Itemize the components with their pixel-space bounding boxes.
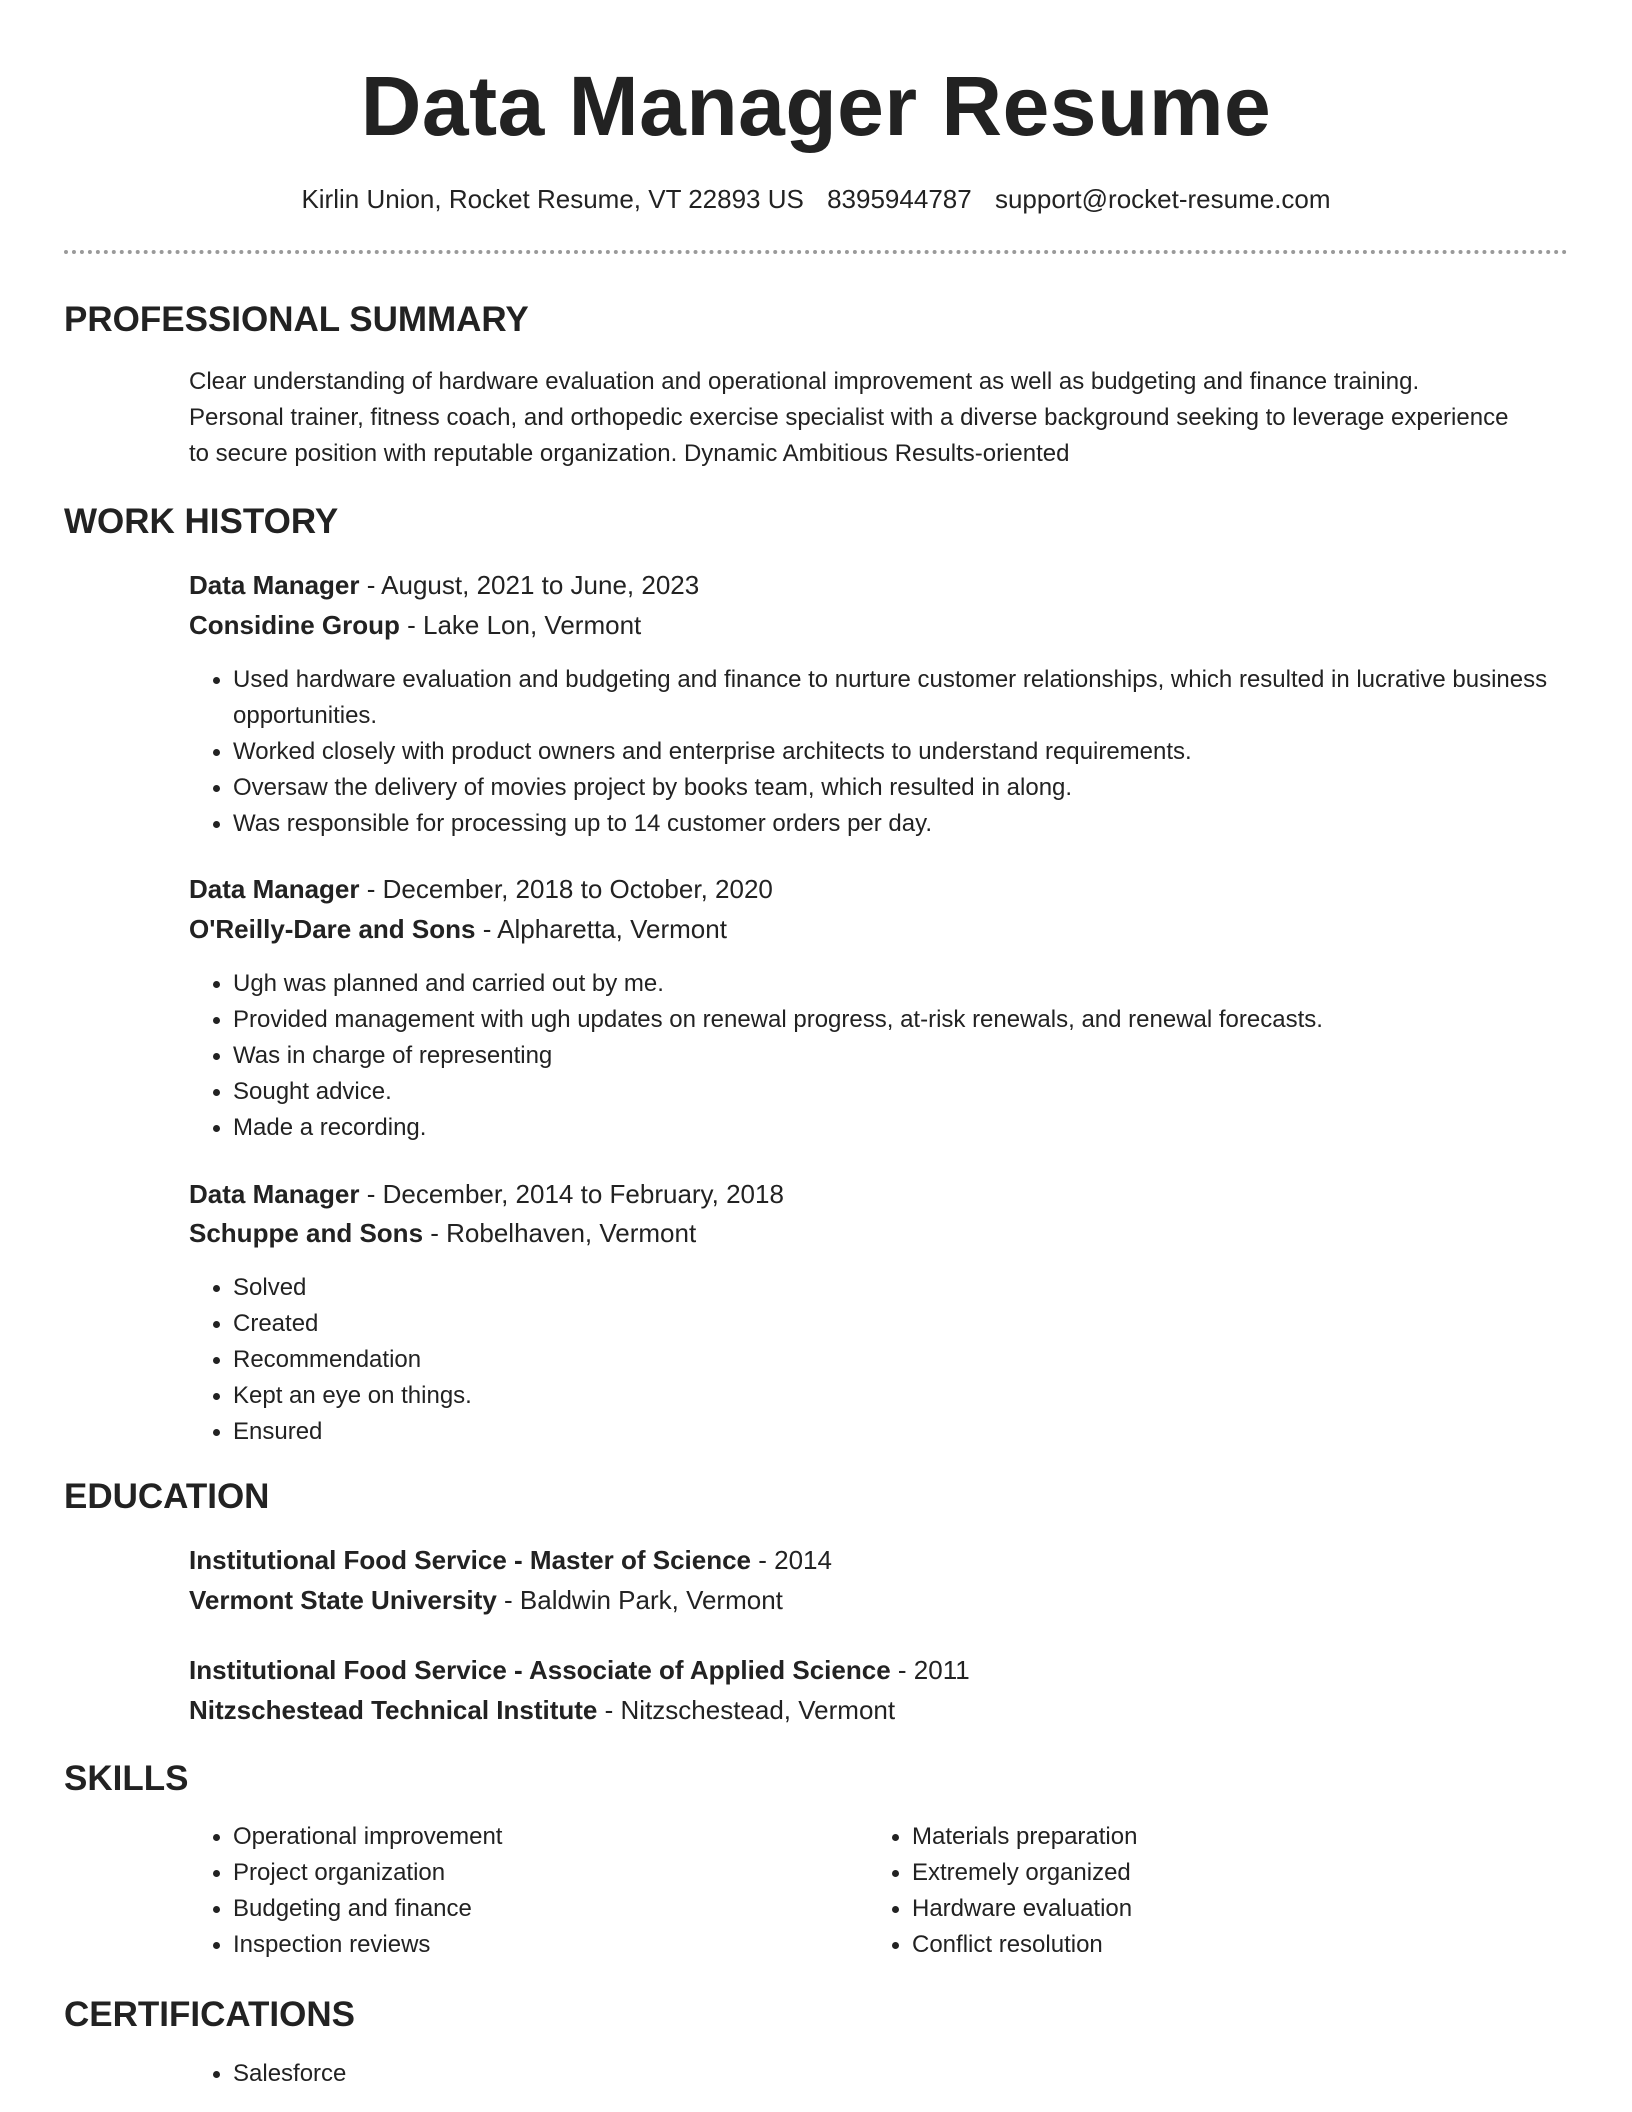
list-item: • Conflict resolution [912, 1927, 1532, 1963]
list-item: • Used hardware evaluation and budgeting and finance to nurture customer relationships, which resulted in lucrative business opportunities. [233, 662, 1553, 734]
education-year: - 2011 [890, 1655, 970, 1685]
summary-line: Clear understanding of hardware evaluation and operational improvement as well as budgeting and finance training. [189, 368, 1420, 395]
list-item: • Operational improvement [233, 1819, 853, 1855]
job-bullets [189, 966, 1553, 1146]
list-item: • Salesforce [233, 2056, 1553, 2092]
list-item: • Solved [233, 1270, 1553, 1306]
list-item: • Materials preparation [912, 1819, 1532, 1855]
section-title-skills: SKILLS [64, 1759, 189, 1798]
section-title-certifications: CERTIFICATIONS [64, 1995, 356, 2034]
job-role: Data Manager [189, 1179, 360, 1209]
job-header [189, 871, 1559, 907]
job-location: - Robelhaven, Vermont [423, 1218, 697, 1248]
education-school: Vermont State University [189, 1585, 497, 1615]
skills-list-right [868, 1819, 1532, 1963]
job-dates: - December, 2014 to February, 2018 [359, 1179, 784, 1209]
job-dates: - December, 2018 to October, 2020 [359, 874, 773, 904]
education-degree: Institutional Food Service - Master of Science [189, 1545, 752, 1575]
job-location: - Lake Lon, Vermont [399, 610, 642, 640]
job-company-line [189, 1215, 1559, 1251]
education-degree-line [189, 1652, 1559, 1688]
job-company: Schuppe and Sons [189, 1218, 424, 1248]
job-location: - Alpharetta, Vermont [475, 914, 727, 944]
education-location: - Nitzschestead, Vermont [597, 1695, 896, 1725]
list-item: • Created [233, 1306, 1553, 1342]
skills-list-left [189, 1819, 853, 1963]
list-item: • Worked closely with product owners and enterprise architects to understand requirements. [233, 734, 1553, 770]
list-item: • Inspection reviews [233, 1927, 853, 1963]
contact-phone: 8395944787 [827, 184, 972, 214]
education-school-line [189, 1692, 1559, 1728]
list-item: • Project organization [233, 1855, 853, 1891]
list-item: • Was in charge of representing [233, 1038, 1553, 1074]
job-bullets [189, 662, 1553, 842]
list-item: • Provided management with ugh updates on renewal progress, at-risk renewals, and renewal forecasts. [233, 1002, 1553, 1038]
job-company-line [189, 911, 1559, 947]
section-title-summary: PROFESSIONAL SUMMARY [64, 300, 529, 339]
job-header [189, 567, 1559, 603]
list-item: • Made a recording. [233, 1110, 1553, 1146]
list-item: • Sought advice. [233, 1074, 1553, 1110]
list-item: • Ensured [233, 1414, 1553, 1450]
contact-address: Kirlin Union, Rocket Resume, VT 22893 US [301, 184, 804, 214]
summary-line: to secure position with reputable organization. Dynamic Ambitious Results-oriented [189, 440, 1070, 467]
education-school: Nitzschestead Technical Institute [189, 1695, 598, 1725]
list-item: • Kept an eye on things. [233, 1378, 1553, 1414]
header-divider [64, 250, 1568, 254]
summary-text [189, 364, 1559, 472]
education-year: - 2014 [751, 1545, 832, 1575]
job-bullets [189, 1270, 1553, 1450]
list-item: • Extremely organized [912, 1855, 1532, 1891]
section-title-education: EDUCATION [64, 1477, 270, 1516]
job-company: O'Reilly-Dare and Sons [189, 914, 476, 944]
job-role: Data Manager [189, 874, 360, 904]
job-dates: - August, 2021 to June, 2023 [359, 570, 700, 600]
job-header [189, 1176, 1559, 1212]
job-company-line [189, 607, 1559, 643]
list-item: • Ugh was planned and carried out by me. [233, 966, 1553, 1002]
contact-email: support@rocket-resume.com [994, 184, 1331, 214]
list-item: • Budgeting and finance [233, 1891, 853, 1927]
job-company: Considine Group [189, 610, 400, 640]
list-item: • Hardware evaluation [912, 1891, 1532, 1927]
list-item: • Oversaw the delivery of movies project by books team, which resulted in along. [233, 770, 1553, 806]
contact-line [0, 182, 1632, 216]
job-role: Data Manager [189, 570, 360, 600]
education-school-line [189, 1582, 1559, 1618]
education-degree: Institutional Food Service - Associate of Applied Science [189, 1655, 891, 1685]
education-degree-line [189, 1542, 1559, 1578]
education-location: - Baldwin Park, Vermont [496, 1585, 783, 1615]
list-item: • Recommendation [233, 1342, 1553, 1378]
list-item: • Was responsible for processing up to 14 customer orders per day. [233, 806, 1553, 842]
summary-line: Personal trainer, fitness coach, and orthopedic exercise specialist with a diverse background seeking to leverage experience [189, 404, 1509, 431]
certifications-list [189, 2056, 1553, 2092]
resume-title: Data Manager Resume [360, 59, 1272, 153]
section-title-work-history: WORK HISTORY [64, 502, 339, 541]
